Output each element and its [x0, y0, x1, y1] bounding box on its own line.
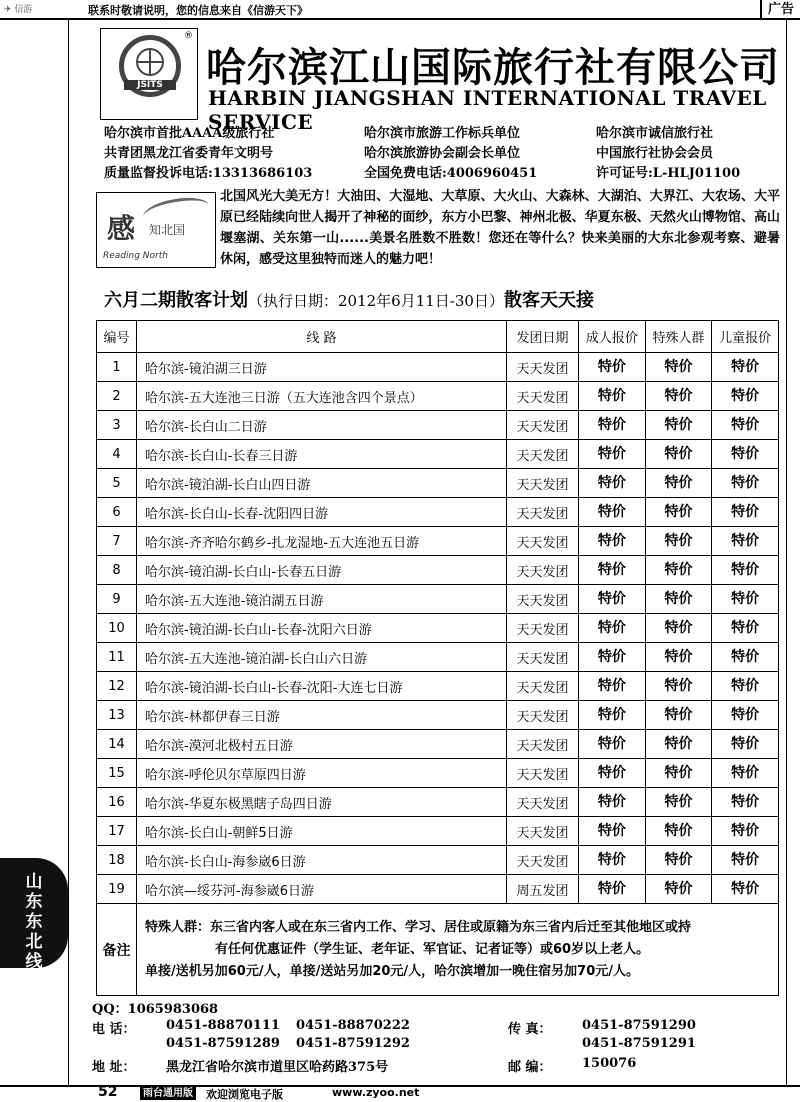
table-row — [97, 411, 779, 440]
row-num: 5 — [97, 469, 137, 498]
row-adult-price: 特价 — [579, 585, 646, 614]
tel-label: 电 话： — [92, 1022, 136, 1037]
left-border — [68, 20, 69, 1085]
table-row — [97, 353, 779, 382]
globe-icon — [119, 35, 181, 97]
plan-daily: 散客天天接 — [503, 290, 594, 311]
row-child-price: 特价 — [712, 701, 779, 730]
address-label: 地 址： — [92, 1060, 136, 1075]
row-num: 10 — [97, 614, 137, 643]
footer-brand: 雨台通用版 — [140, 1087, 196, 1100]
row-child-price: 特价 — [712, 440, 779, 469]
table-row — [97, 469, 779, 498]
row-child-price: 特价 — [712, 498, 779, 527]
zip-label: 邮 编： — [508, 1060, 552, 1075]
row-child-price: 特价 — [712, 382, 779, 411]
remark-text — [137, 904, 779, 996]
row-special-price: 特价 — [645, 527, 712, 556]
row-departure: 天天发团 — [507, 382, 579, 411]
table-row — [97, 846, 779, 875]
row-child-price: 特价 — [712, 817, 779, 846]
row-departure: 天天发团 — [507, 527, 579, 556]
tel-3: 0451-87591289 — [166, 1036, 280, 1051]
tel-1: 0451-88870111 — [166, 1018, 280, 1033]
row-special-price: 特价 — [645, 382, 712, 411]
table-row — [97, 585, 779, 614]
magazine-logo-icon: ✈︎ 信游 — [4, 5, 33, 15]
row-special-price: 特价 — [645, 672, 712, 701]
row-adult-price: 特价 — [579, 817, 646, 846]
zip: 150076 — [582, 1056, 637, 1071]
row-num: 1 — [97, 353, 137, 382]
row-num: 17 — [97, 817, 137, 846]
row-child-price: 特价 — [712, 353, 779, 382]
side-section-tab — [0, 858, 68, 972]
table-row — [97, 440, 779, 469]
row-adult-price: 特价 — [579, 440, 646, 469]
footer-url[interactable]: www.zyoo.net — [332, 1086, 420, 1099]
row-departure: 天天发团 — [507, 672, 579, 701]
row-route: 哈尔滨-五大连池-镜泊湖五日游 — [137, 585, 507, 614]
credential: 哈尔滨市首批AAAA级旅行社 — [104, 126, 275, 141]
row-departure: 天天发团 — [507, 730, 579, 759]
row-route: 哈尔滨-华夏东极黑瞎子岛四日游 — [137, 788, 507, 817]
row-special-price: 特价 — [645, 759, 712, 788]
row-departure: 天天发团 — [507, 556, 579, 585]
row-special-price: 特价 — [645, 817, 712, 846]
row-adult-price: 特价 — [579, 498, 646, 527]
credential: 中国旅行社协会会员 — [596, 146, 714, 161]
row-adult-price: 特价 — [579, 643, 646, 672]
row-route: 哈尔滨-长白山-长春-沈阳四日游 — [137, 498, 507, 527]
remark-line: 单接/送机另加60元/人，单接/送站另加20元/人，哈尔滨增加一晚住宿另加70元/人。 — [145, 963, 640, 979]
table-row — [97, 382, 779, 411]
row-special-price: 特价 — [645, 846, 712, 875]
table-row — [97, 759, 779, 788]
plan-title — [104, 286, 594, 312]
row-adult-price: 特价 — [579, 730, 646, 759]
row-route: 哈尔滨-长白山二日游 — [137, 411, 507, 440]
row-special-price: 特价 — [645, 411, 712, 440]
row-departure: 天天发团 — [507, 643, 579, 672]
row-departure: 天天发团 — [507, 353, 579, 382]
row-departure: 天天发团 — [507, 469, 579, 498]
table-row — [97, 875, 779, 904]
fax-label: 传 真： — [508, 1022, 552, 1037]
row-num: 18 — [97, 846, 137, 875]
remark-row — [97, 904, 779, 996]
remark-label: 备注 — [97, 904, 137, 996]
page-number: 52 — [98, 1084, 118, 1100]
globe-lines-icon — [136, 48, 164, 76]
reading-logo-small: 知北国 — [149, 223, 186, 237]
header-adult: 成人报价 — [579, 321, 646, 353]
row-num: 7 — [97, 527, 137, 556]
row-child-price: 特价 — [712, 672, 779, 701]
row-special-price: 特价 — [645, 556, 712, 585]
fax-1: 0451-87591290 — [582, 1018, 696, 1033]
table-row — [97, 614, 779, 643]
row-departure: 天天发团 — [507, 498, 579, 527]
row-route: 哈尔滨-五大连池-镜泊湖-长白山六日游 — [137, 643, 507, 672]
row-num: 8 — [97, 556, 137, 585]
ad-label: 广告 — [760, 0, 800, 20]
row-num: 2 — [97, 382, 137, 411]
row-route: 哈尔滨-长白山-海参崴6日游 — [137, 846, 507, 875]
logo-text: JSITS — [124, 80, 176, 90]
table-row — [97, 817, 779, 846]
address: 黑龙江省哈尔滨市道里区哈药路375号 — [166, 1060, 389, 1075]
row-route: 哈尔滨-漠河北极村五日游 — [137, 730, 507, 759]
row-departure: 天天发团 — [507, 846, 579, 875]
row-child-price: 特价 — [712, 643, 779, 672]
row-child-price: 特价 — [712, 788, 779, 817]
tel-4: 0451-87591292 — [296, 1036, 410, 1051]
row-adult-price: 特价 — [579, 527, 646, 556]
company-name-cn: 哈尔滨江山国际旅行社有限公司 — [206, 44, 780, 91]
row-num: 6 — [97, 498, 137, 527]
row-child-price: 特价 — [712, 585, 779, 614]
row-special-price: 特价 — [645, 440, 712, 469]
credential: 哈尔滨旅游协会副会长单位 — [364, 146, 521, 161]
row-departure: 天天发团 — [507, 817, 579, 846]
intro-text: 北国风光大美无方！大油田、大湿地、大草原、大火山、大森林、大湖泊、大界江、大农场、大平原已经陆续向世人揭开了神秘的面纱，东方小巴黎、神州北极、华夏东极、天然火山博物馆、高山堰塞湖、关东第一山......美景名胜数不胜数！您还在等什么？快来美丽的大东北参观考察、避暑休闲，感受这里独特而迷人的魅力吧！ — [220, 189, 780, 267]
table-body — [97, 353, 779, 904]
remark-line: 特殊人群：东三省内客人或在东三省内工作、学习、居住或原籍为东三省内后迁至其他地区或持 — [145, 919, 692, 935]
row-num: 13 — [97, 701, 137, 730]
row-adult-price: 特价 — [579, 469, 646, 498]
row-adult-price: 特价 — [579, 788, 646, 817]
row-num: 4 — [97, 440, 137, 469]
header-child: 儿童报价 — [712, 321, 779, 353]
row-adult-price: 特价 — [579, 672, 646, 701]
route-table — [96, 320, 779, 996]
registered-mark: ® — [184, 31, 193, 41]
row-route: 哈尔滨-镜泊湖-长白山四日游 — [137, 469, 507, 498]
row-route: 哈尔滨-长白山-长春三日游 — [137, 440, 507, 469]
row-child-price: 特价 — [712, 614, 779, 643]
free-phone: 全国免费电话:4006960451 — [364, 166, 538, 181]
row-special-price: 特价 — [645, 701, 712, 730]
row-special-price: 特价 — [645, 643, 712, 672]
row-child-price: 特价 — [712, 730, 779, 759]
fax-2: 0451-87591291 — [582, 1036, 696, 1051]
credential: 共青团黑龙江省委青年文明号 — [104, 146, 274, 161]
row-adult-price: 特价 — [579, 411, 646, 440]
plan-title-main: 六月二期散客计划 — [104, 290, 248, 311]
header-special: 特殊人群 — [645, 321, 712, 353]
row-child-price: 特价 — [712, 527, 779, 556]
plan-date: （执行日期：2012年6月11日-30日） — [248, 292, 504, 310]
row-route: 哈尔滨-镜泊湖-长白山-长春-沈阳六日游 — [137, 614, 507, 643]
tel-2: 0451-88870222 — [296, 1018, 410, 1033]
row-child-price: 特价 — [712, 411, 779, 440]
reading-logo-en: Reading North — [103, 251, 168, 261]
row-route: 哈尔滨-镜泊湖-长白山-长春五日游 — [137, 556, 507, 585]
row-child-price: 特价 — [712, 469, 779, 498]
company-name-en: HARBIN JIANGSHAN INTERNATIONAL TRAVEL SERVICE — [208, 86, 767, 134]
row-adult-price: 特价 — [579, 759, 646, 788]
right-border — [786, 20, 787, 1085]
row-route: 哈尔滨-五大连池三日游（五大连池含四个景点） — [137, 382, 507, 411]
qq: QQ：1065983068 — [92, 1002, 219, 1017]
row-special-price: 特价 — [645, 585, 712, 614]
row-num: 15 — [97, 759, 137, 788]
complaint-phone: 质量监督投诉电话:13313686103 — [104, 166, 313, 181]
top-bar — [0, 0, 800, 20]
company-logo — [100, 28, 198, 120]
row-num: 9 — [97, 585, 137, 614]
row-adult-price: 特价 — [579, 846, 646, 875]
row-adult-price: 特价 — [579, 701, 646, 730]
table-row — [97, 527, 779, 556]
row-route: 哈尔滨-长白山-朝鲜5日游 — [137, 817, 507, 846]
reading-north-logo — [96, 192, 216, 268]
row-departure: 周五发团 — [507, 875, 579, 904]
row-child-price: 特价 — [712, 846, 779, 875]
row-special-price: 特价 — [645, 469, 712, 498]
row-special-price: 特价 — [645, 498, 712, 527]
row-departure: 天天发团 — [507, 788, 579, 817]
row-special-price: 特价 — [645, 788, 712, 817]
row-departure: 天天发团 — [507, 411, 579, 440]
row-departure: 天天发团 — [507, 701, 579, 730]
row-route: 哈尔滨-齐齐哈尔鹤乡-扎龙湿地-五大连池五日游 — [137, 527, 507, 556]
row-departure: 天天发团 — [507, 759, 579, 788]
row-child-price: 特价 — [712, 759, 779, 788]
row-adult-price: 特价 — [579, 353, 646, 382]
row-special-price: 特价 — [645, 614, 712, 643]
table-row — [97, 788, 779, 817]
row-route: 哈尔滨-呼伦贝尔草原四日游 — [137, 759, 507, 788]
reading-logo-big: 感 — [107, 212, 136, 245]
row-route: 哈尔滨—绥芬河-海参崴6日游 — [137, 875, 507, 904]
row-num: 19 — [97, 875, 137, 904]
header-dep: 发团日期 — [507, 321, 579, 353]
row-num: 12 — [97, 672, 137, 701]
row-route: 哈尔滨-镜泊湖三日游 — [137, 353, 507, 382]
table-row — [97, 701, 779, 730]
table-header-row — [97, 321, 779, 353]
row-num: 16 — [97, 788, 137, 817]
footer-text: 欢迎浏览电子版 — [206, 1088, 283, 1101]
table-row — [97, 556, 779, 585]
row-adult-price: 特价 — [579, 382, 646, 411]
table-row — [97, 672, 779, 701]
row-departure: 天天发团 — [507, 440, 579, 469]
row-route: 哈尔滨-镜泊湖-长白山-长春-沈阳-大连七日游 — [137, 672, 507, 701]
credential: 哈尔滨市旅游工作标兵单位 — [364, 126, 521, 141]
header-num: 编号 — [97, 321, 137, 353]
license-number: 许可证号:L-HLJ01100 — [596, 166, 741, 181]
row-adult-price: 特价 — [579, 875, 646, 904]
row-num: 14 — [97, 730, 137, 759]
table-row — [97, 730, 779, 759]
row-adult-price: 特价 — [579, 614, 646, 643]
row-child-price: 特价 — [712, 875, 779, 904]
table-row — [97, 498, 779, 527]
row-num: 3 — [97, 411, 137, 440]
row-special-price: 特价 — [645, 730, 712, 759]
remark-line: 有任何优惠证件（学生证、老年证、军官证、记者证等）或60岁以上老人。 — [215, 941, 650, 957]
table-row — [97, 643, 779, 672]
row-departure: 天天发团 — [507, 614, 579, 643]
side-tab-label: 山东东北线 — [25, 872, 43, 972]
row-child-price: 特价 — [712, 556, 779, 585]
row-num: 11 — [97, 643, 137, 672]
row-special-price: 特价 — [645, 353, 712, 382]
row-departure: 天天发团 — [507, 585, 579, 614]
header-route: 线 路 — [137, 321, 507, 353]
top-notice: 联系时敬请说明，您的信息来自《信游天下》 — [88, 4, 308, 17]
row-special-price: 特价 — [645, 875, 712, 904]
credential: 哈尔滨市诚信旅行社 — [596, 126, 714, 141]
row-route: 哈尔滨-林都伊春三日游 — [137, 701, 507, 730]
row-adult-price: 特价 — [579, 556, 646, 585]
